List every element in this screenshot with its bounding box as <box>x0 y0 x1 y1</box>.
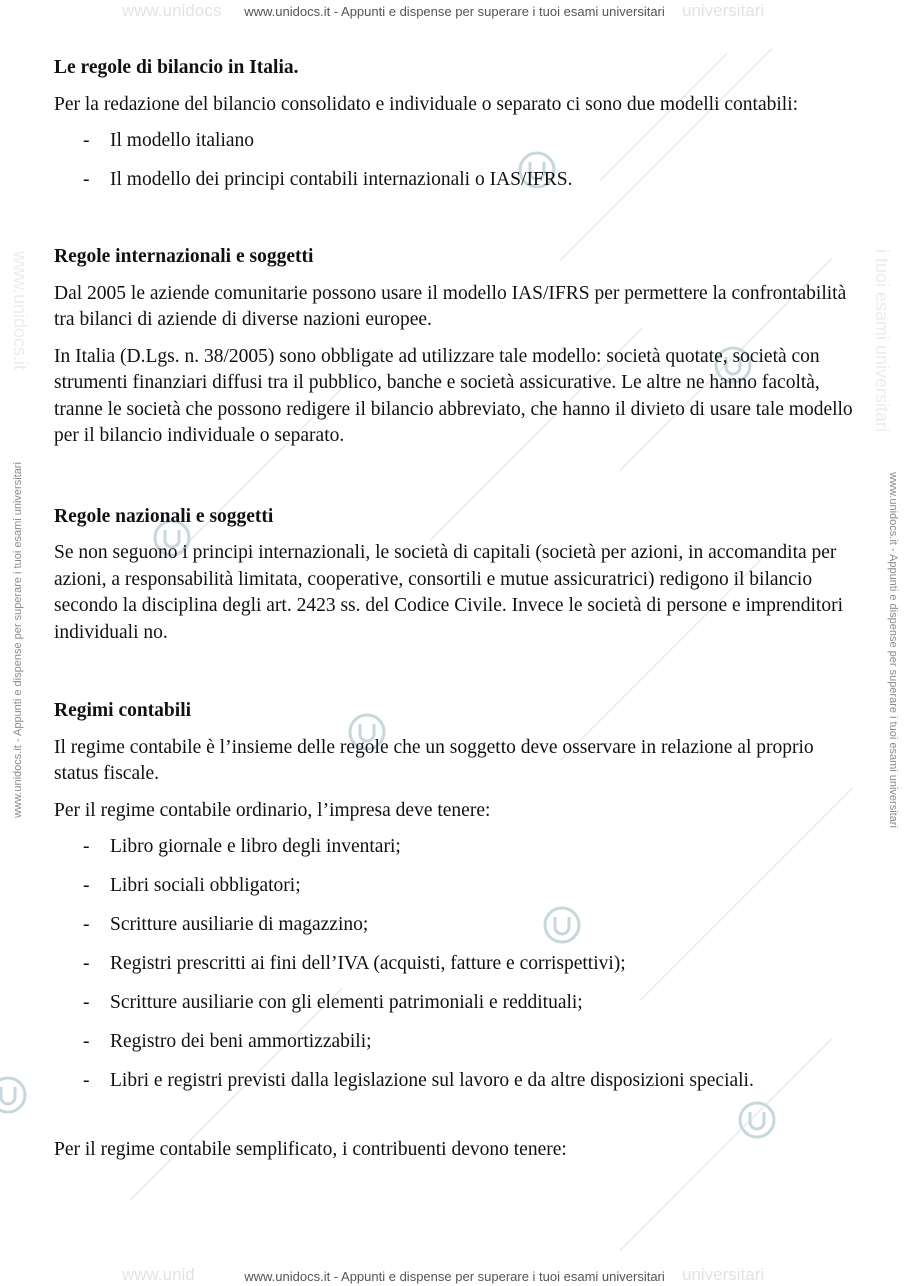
list-item <box>54 912 854 939</box>
bullet-list <box>54 128 854 194</box>
paragraph: Il regime contabile è l’insieme delle regole che un soggetto deve osservare in relazione al proprio status fiscale. <box>54 736 814 784</box>
section-heading: Le regole di bilancio in Italia. <box>54 57 299 78</box>
list-item-text: Libro giornale e libro degli inventari; <box>110 836 401 857</box>
list-item <box>54 990 854 1017</box>
watermark-ghost-side-left: www.unidocs.it <box>10 250 31 371</box>
list-item-text: Scritture ausiliarie con gli elementi patrimoniali e reddituali; <box>110 992 583 1013</box>
watermark-bottom: www.unidocs.it - Appunti e dispense per superare i tuoi esami universitari <box>244 1269 665 1284</box>
watermark-ghost-top-right: universitari <box>682 1 765 20</box>
list-item-text: Registro dei beni ammortizzabili; <box>110 1031 372 1052</box>
list-item-text: Il modello dei principi contabili internazionali o IAS/IFRS. <box>110 169 573 190</box>
section-heading: Regole nazionali e soggetti <box>54 505 274 527</box>
dash-bullet: - <box>83 169 90 190</box>
paragraph: Per il regime contabile ordinario, l’impresa deve tenere: <box>54 799 491 821</box>
watermark-ghost-side-right: i tuoi esami universitari <box>872 248 893 433</box>
list-item-text: Scritture ausiliarie di magazzino; <box>110 914 369 935</box>
document-body <box>54 55 854 1174</box>
dash-bullet: - <box>83 953 90 974</box>
paragraph: In Italia (D.Lgs. n. 38/2005) sono obbligate ad utilizzare tale modello: società quotate, società con strumenti finanziari diffusi tra il pubblico, banche e società assicurative. Le altre ne hanno facoltà, tranne le società che possono redigere il bilancio abbreviato, che hanno il divieto di usare tale modello per il bilancio individuale o separato. <box>54 345 853 446</box>
dash-bullet: - <box>83 836 90 857</box>
unidocs-logo-icon <box>0 1075 28 1115</box>
watermark-ghost-bottom-right: universitari <box>682 1265 765 1284</box>
watermark-top: www.unidocs.it - Appunti e dispense per superare i tuoi esami universitari <box>244 4 665 19</box>
list-item <box>54 1068 854 1095</box>
paragraph: Per il regime contabile semplificato, i contribuenti devono tenere: <box>54 1139 567 1160</box>
dash-bullet: - <box>83 130 90 151</box>
dash-bullet: - <box>83 875 90 896</box>
section-heading: Regimi contabili <box>54 700 192 721</box>
list-item <box>54 1029 854 1056</box>
watermark-left: www.unidocs.it - Appunti e dispense per superare i tuoi esami universitari <box>12 462 24 818</box>
list-item-text: Libri sociali obbligatori; <box>110 875 301 896</box>
list-item <box>54 167 854 194</box>
list-item-text: Il modello italiano <box>110 130 255 151</box>
list-item-text: Libri e registri previsti dalla legislazione sul lavoro e da altre disposizioni speciali. <box>110 1070 754 1091</box>
list-item-text: Registri prescritti ai fini dell’IVA (acquisti, fatture e corrispettivi); <box>110 953 626 974</box>
paragraph: Dal 2005 le aziende comunitarie possono usare il modello IAS/IFRS per permettere la confrontabilità tra bilanci di aziende di diverse nazioni europee. <box>54 282 847 330</box>
paragraph: Per la redazione del bilancio consolidato e individuale o separato ci sono due modelli contabili: <box>54 93 799 115</box>
dash-bullet: - <box>83 914 90 935</box>
watermark-right: www.unidocs.it - Appunti e dispense per superare i tuoi esami universitari <box>887 472 899 828</box>
list-item <box>54 834 854 861</box>
list-item <box>54 128 854 155</box>
list-item <box>54 873 854 900</box>
paragraph: Se non seguono i principi internazionali, le società di capitali (società per azioni, in accomandita per azioni, a responsabilità limitata, cooperative, consortili e mutue assicuratrici) redigono il bilancio secondo la disciplina degli art. 2423 ss. del Codice Civile. Invece le società di persone e imprenditori individuali no. <box>54 542 843 643</box>
list-item <box>54 951 854 978</box>
dash-bullet: - <box>83 992 90 1013</box>
watermark-ghost-top-left: www.unidocs <box>122 1 222 20</box>
dash-bullet: - <box>83 1031 90 1052</box>
bullet-list <box>54 834 854 1095</box>
watermark-ghost-bottom-left: www.unid <box>122 1265 195 1284</box>
dash-bullet: - <box>83 1070 90 1091</box>
section-heading: Regole internazionali e soggetti <box>54 246 314 267</box>
